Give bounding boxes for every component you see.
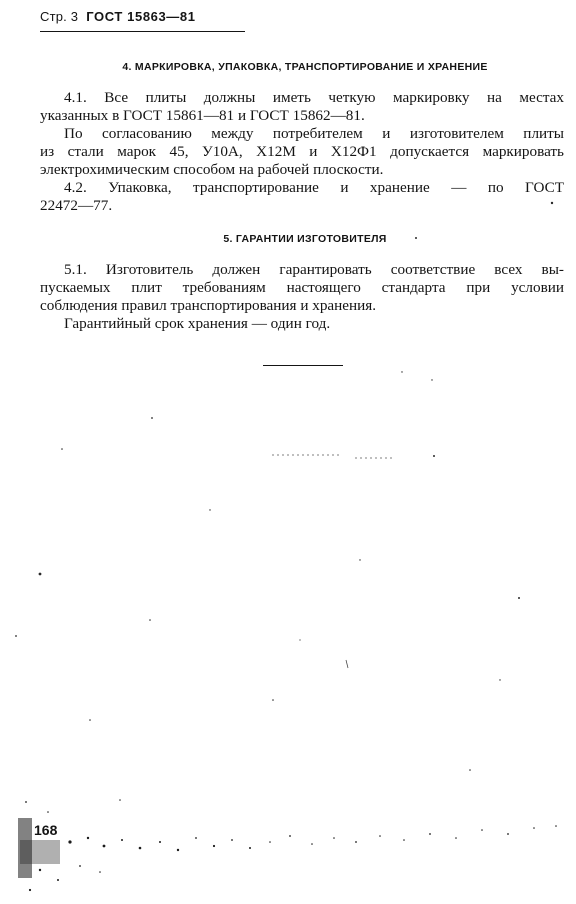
- paragraph-4-2-line-1: 4.2. Упаковка, транспортирование и хранение — по ГОСТ: [64, 179, 564, 196]
- paragraph-5-1-line-2: пускаемых плит требованиям настоящего стандарта при условии: [40, 279, 564, 296]
- section-4-heading: 4. МАРКИРОВКА, УПАКОВКА, ТРАНСПОРТИРОВАНИЕ И ХРАНЕНИЕ: [122, 61, 488, 73]
- section-5-heading: 5. ГАРАНТИИ ИЗГОТОВИТЕЛЯ: [223, 233, 387, 245]
- header-rule: [40, 31, 245, 32]
- paragraph-marking-line-2: из стали марок 45, У10А, Х12М и Х12Ф1 допускается маркировать: [40, 143, 564, 160]
- page-label: Стр. 3: [40, 9, 79, 24]
- paragraph-4-2-line-2: 22472—77.: [40, 197, 113, 214]
- standard-number: ГОСТ 15863—81: [86, 9, 196, 24]
- end-rule: [263, 365, 343, 366]
- paragraph-5-1-line-3: соблюдения правил транспортирования и хранения.: [40, 297, 377, 314]
- running-header: [40, 9, 240, 24]
- paragraph-warranty-line: Гарантийный срок хранения — один год.: [64, 315, 331, 332]
- page-number: 168: [34, 822, 58, 838]
- paragraph-5-1-line-1: 5.1. Изготовитель должен гарантировать соответствие всех вы-: [64, 261, 564, 278]
- paragraph-marking-line-1: По согласованию между потребителем и изготовителем плиты: [64, 125, 564, 142]
- paragraph-4-1-line-1: 4.1. Все плиты должны иметь четкую маркировку на местах: [64, 89, 564, 106]
- paragraph-marking-line-3: электрохимическим способом на рабочей плоскости.: [40, 161, 384, 178]
- paragraph-4-1-line-2: указанных в ГОСТ 15861—81 и ГОСТ 15862—81.: [40, 107, 365, 124]
